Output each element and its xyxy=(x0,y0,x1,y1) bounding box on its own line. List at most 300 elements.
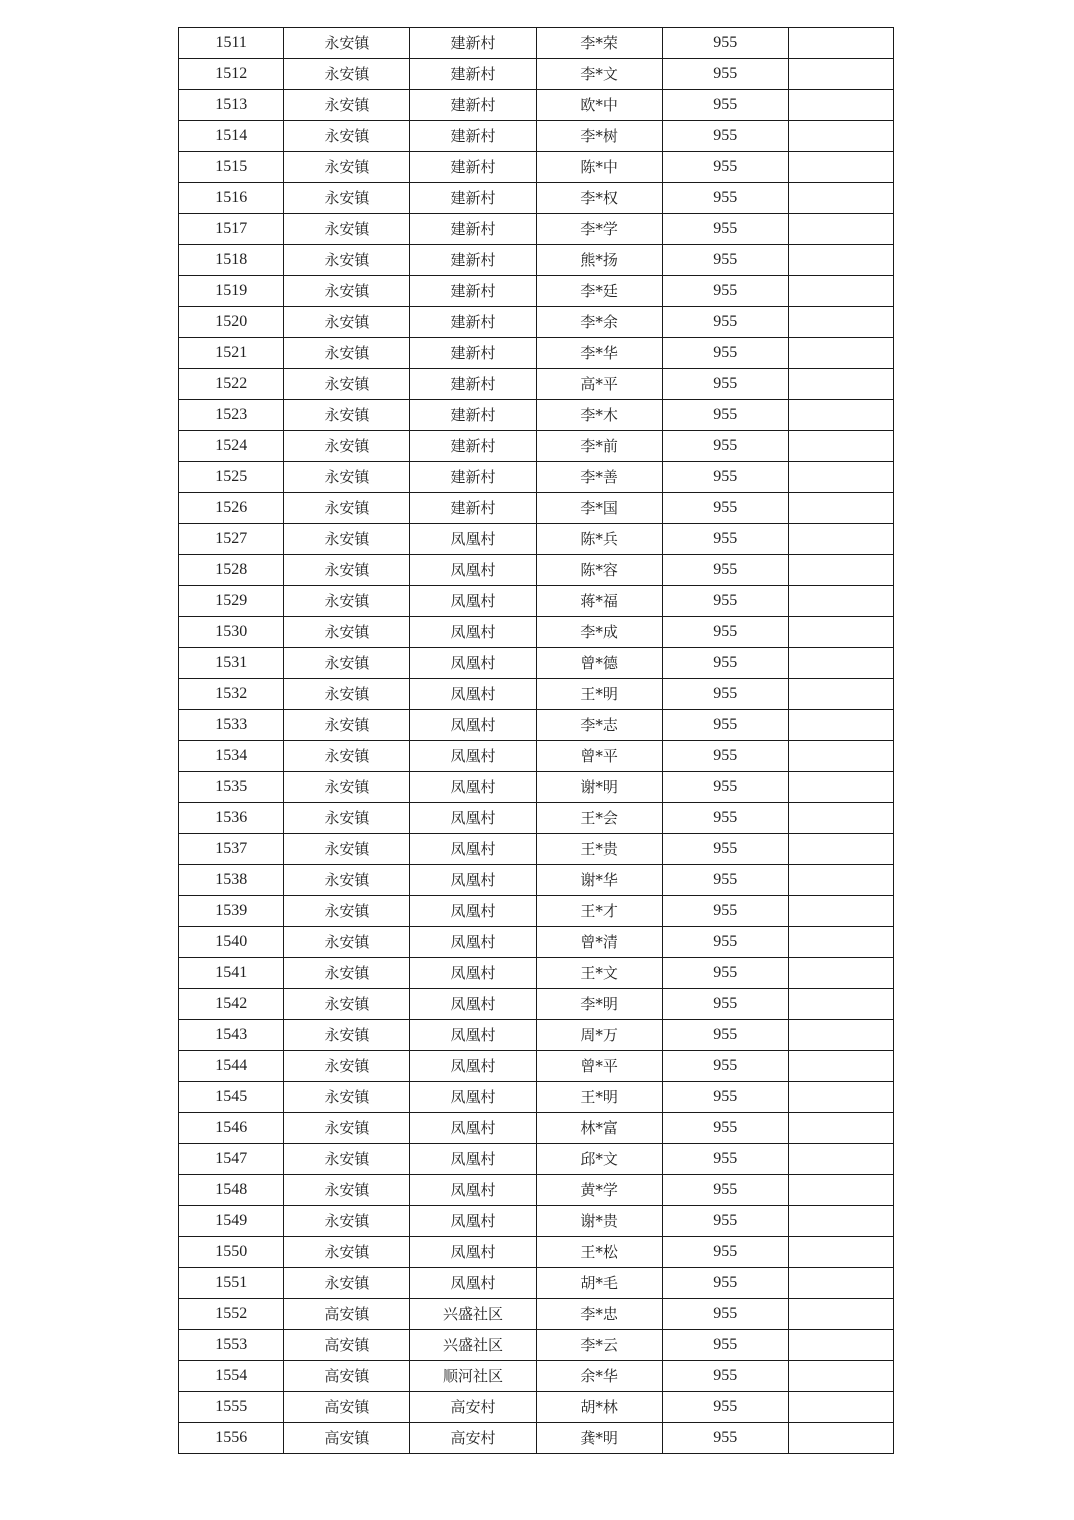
table-row xyxy=(179,1361,894,1392)
row-number-cell: 1542 xyxy=(179,989,284,1020)
row-number-cell: 1547 xyxy=(179,1144,284,1175)
village-cell: 建新村 xyxy=(410,214,536,245)
amount-cell: 955 xyxy=(662,679,788,710)
row-number-cell: 1512 xyxy=(179,59,284,90)
note-cell xyxy=(788,462,893,493)
village-cell: 凤凰村 xyxy=(410,617,536,648)
name-cell: 曾*德 xyxy=(536,648,662,679)
name-cell: 李*云 xyxy=(536,1330,662,1361)
amount-cell: 955 xyxy=(662,710,788,741)
note-cell xyxy=(788,1299,893,1330)
village-cell: 建新村 xyxy=(410,462,536,493)
amount-cell: 955 xyxy=(662,1330,788,1361)
row-number-cell: 1541 xyxy=(179,958,284,989)
row-number-cell: 1548 xyxy=(179,1175,284,1206)
village-cell: 建新村 xyxy=(410,493,536,524)
village-cell: 凤凰村 xyxy=(410,803,536,834)
village-cell: 凤凰村 xyxy=(410,1082,536,1113)
town-cell: 永安镇 xyxy=(284,772,410,803)
note-cell xyxy=(788,586,893,617)
name-cell: 曾*平 xyxy=(536,741,662,772)
table-row xyxy=(179,1423,894,1454)
amount-cell: 955 xyxy=(662,183,788,214)
name-cell: 谢*明 xyxy=(536,772,662,803)
row-number-cell: 1550 xyxy=(179,1237,284,1268)
note-cell xyxy=(788,1144,893,1175)
name-cell: 李*木 xyxy=(536,400,662,431)
name-cell: 王*会 xyxy=(536,803,662,834)
row-number-cell: 1527 xyxy=(179,524,284,555)
row-number-cell: 1526 xyxy=(179,493,284,524)
village-cell: 凤凰村 xyxy=(410,586,536,617)
amount-cell: 955 xyxy=(662,617,788,648)
name-cell: 李*志 xyxy=(536,710,662,741)
name-cell: 谢*华 xyxy=(536,865,662,896)
town-cell: 永安镇 xyxy=(284,245,410,276)
name-cell: 高*平 xyxy=(536,369,662,400)
row-number-cell: 1545 xyxy=(179,1082,284,1113)
note-cell xyxy=(788,1330,893,1361)
town-cell: 永安镇 xyxy=(284,710,410,741)
table-row xyxy=(179,1051,894,1082)
row-number-cell: 1534 xyxy=(179,741,284,772)
village-cell: 建新村 xyxy=(410,276,536,307)
name-cell: 陈*容 xyxy=(536,555,662,586)
village-cell: 兴盛社区 xyxy=(410,1330,536,1361)
note-cell xyxy=(788,493,893,524)
name-cell: 曾*清 xyxy=(536,927,662,958)
name-cell: 王*明 xyxy=(536,1082,662,1113)
table-row xyxy=(179,1144,894,1175)
row-number-cell: 1520 xyxy=(179,307,284,338)
note-cell xyxy=(788,183,893,214)
table-row xyxy=(179,772,894,803)
village-cell: 建新村 xyxy=(410,90,536,121)
row-number-cell: 1543 xyxy=(179,1020,284,1051)
note-cell xyxy=(788,28,893,59)
name-cell: 李*余 xyxy=(536,307,662,338)
amount-cell: 955 xyxy=(662,1206,788,1237)
town-cell: 永安镇 xyxy=(284,462,410,493)
town-cell: 高安镇 xyxy=(284,1361,410,1392)
name-cell: 李*前 xyxy=(536,431,662,462)
table-row xyxy=(179,1268,894,1299)
amount-cell: 955 xyxy=(662,648,788,679)
table-row xyxy=(179,524,894,555)
note-cell xyxy=(788,214,893,245)
village-cell: 凤凰村 xyxy=(410,896,536,927)
town-cell: 永安镇 xyxy=(284,214,410,245)
village-cell: 凤凰村 xyxy=(410,1020,536,1051)
village-cell: 凤凰村 xyxy=(410,1175,536,1206)
town-cell: 永安镇 xyxy=(284,989,410,1020)
table-row xyxy=(179,28,894,59)
town-cell: 永安镇 xyxy=(284,121,410,152)
table-row xyxy=(179,59,894,90)
note-cell xyxy=(788,307,893,338)
name-cell: 王*明 xyxy=(536,679,662,710)
table-row xyxy=(179,1330,894,1361)
table-row xyxy=(179,1299,894,1330)
note-cell xyxy=(788,1392,893,1423)
amount-cell: 955 xyxy=(662,276,788,307)
note-cell xyxy=(788,431,893,462)
row-number-cell: 1511 xyxy=(179,28,284,59)
amount-cell: 955 xyxy=(662,245,788,276)
amount-cell: 955 xyxy=(662,1361,788,1392)
amount-cell: 955 xyxy=(662,1175,788,1206)
table-row xyxy=(179,462,894,493)
table-row xyxy=(179,1206,894,1237)
note-cell xyxy=(788,896,893,927)
town-cell: 永安镇 xyxy=(284,648,410,679)
note-cell xyxy=(788,1423,893,1454)
village-cell: 凤凰村 xyxy=(410,1268,536,1299)
town-cell: 永安镇 xyxy=(284,958,410,989)
name-cell: 蒋*福 xyxy=(536,586,662,617)
name-cell: 李*忠 xyxy=(536,1299,662,1330)
town-cell: 永安镇 xyxy=(284,431,410,462)
amount-cell: 955 xyxy=(662,1392,788,1423)
name-cell: 黄*学 xyxy=(536,1175,662,1206)
amount-cell: 955 xyxy=(662,741,788,772)
name-cell: 李*荣 xyxy=(536,28,662,59)
village-cell: 建新村 xyxy=(410,245,536,276)
note-cell xyxy=(788,927,893,958)
town-cell: 永安镇 xyxy=(284,896,410,927)
row-number-cell: 1519 xyxy=(179,276,284,307)
amount-cell: 955 xyxy=(662,1020,788,1051)
amount-cell: 955 xyxy=(662,865,788,896)
roster-table xyxy=(178,27,894,1454)
town-cell: 永安镇 xyxy=(284,59,410,90)
amount-cell: 955 xyxy=(662,369,788,400)
name-cell: 林*富 xyxy=(536,1113,662,1144)
village-cell: 凤凰村 xyxy=(410,741,536,772)
table-row xyxy=(179,1082,894,1113)
town-cell: 永安镇 xyxy=(284,307,410,338)
town-cell: 永安镇 xyxy=(284,927,410,958)
name-cell: 李*明 xyxy=(536,989,662,1020)
table-row xyxy=(179,369,894,400)
name-cell: 王*才 xyxy=(536,896,662,927)
town-cell: 永安镇 xyxy=(284,617,410,648)
amount-cell: 955 xyxy=(662,927,788,958)
name-cell: 李*树 xyxy=(536,121,662,152)
table-row xyxy=(179,276,894,307)
amount-cell: 955 xyxy=(662,307,788,338)
note-cell xyxy=(788,1020,893,1051)
town-cell: 永安镇 xyxy=(284,741,410,772)
town-cell: 永安镇 xyxy=(284,493,410,524)
town-cell: 永安镇 xyxy=(284,90,410,121)
amount-cell: 955 xyxy=(662,1268,788,1299)
note-cell xyxy=(788,1268,893,1299)
row-number-cell: 1516 xyxy=(179,183,284,214)
table-row xyxy=(179,958,894,989)
amount-cell: 955 xyxy=(662,834,788,865)
amount-cell: 955 xyxy=(662,338,788,369)
amount-cell: 955 xyxy=(662,1423,788,1454)
amount-cell: 955 xyxy=(662,1144,788,1175)
table-row xyxy=(179,648,894,679)
name-cell: 李*成 xyxy=(536,617,662,648)
table-row xyxy=(179,865,894,896)
note-cell xyxy=(788,1237,893,1268)
row-number-cell: 1554 xyxy=(179,1361,284,1392)
table-row xyxy=(179,1113,894,1144)
table-row xyxy=(179,1020,894,1051)
town-cell: 永安镇 xyxy=(284,369,410,400)
note-cell xyxy=(788,555,893,586)
name-cell: 陈*中 xyxy=(536,152,662,183)
village-cell: 凤凰村 xyxy=(410,1113,536,1144)
name-cell: 曾*平 xyxy=(536,1051,662,1082)
note-cell xyxy=(788,679,893,710)
amount-cell: 955 xyxy=(662,803,788,834)
note-cell xyxy=(788,90,893,121)
town-cell: 永安镇 xyxy=(284,1175,410,1206)
town-cell: 永安镇 xyxy=(284,1051,410,1082)
table-row xyxy=(179,927,894,958)
town-cell: 永安镇 xyxy=(284,803,410,834)
village-cell: 凤凰村 xyxy=(410,555,536,586)
name-cell: 谢*贵 xyxy=(536,1206,662,1237)
note-cell xyxy=(788,338,893,369)
village-cell: 凤凰村 xyxy=(410,865,536,896)
name-cell: 胡*林 xyxy=(536,1392,662,1423)
village-cell: 凤凰村 xyxy=(410,989,536,1020)
note-cell xyxy=(788,648,893,679)
town-cell: 永安镇 xyxy=(284,524,410,555)
row-number-cell: 1523 xyxy=(179,400,284,431)
amount-cell: 955 xyxy=(662,462,788,493)
note-cell xyxy=(788,803,893,834)
amount-cell: 955 xyxy=(662,1237,788,1268)
name-cell: 李*学 xyxy=(536,214,662,245)
note-cell xyxy=(788,1361,893,1392)
table-row xyxy=(179,555,894,586)
village-cell: 高安村 xyxy=(410,1423,536,1454)
village-cell: 建新村 xyxy=(410,28,536,59)
village-cell: 建新村 xyxy=(410,121,536,152)
row-number-cell: 1517 xyxy=(179,214,284,245)
table-row xyxy=(179,152,894,183)
town-cell: 永安镇 xyxy=(284,183,410,214)
note-cell xyxy=(788,741,893,772)
name-cell: 李*国 xyxy=(536,493,662,524)
note-cell xyxy=(788,1175,893,1206)
row-number-cell: 1544 xyxy=(179,1051,284,1082)
amount-cell: 955 xyxy=(662,1051,788,1082)
amount-cell: 955 xyxy=(662,59,788,90)
name-cell: 余*华 xyxy=(536,1361,662,1392)
row-number-cell: 1518 xyxy=(179,245,284,276)
village-cell: 凤凰村 xyxy=(410,834,536,865)
amount-cell: 955 xyxy=(662,555,788,586)
table-row xyxy=(179,431,894,462)
name-cell: 龚*明 xyxy=(536,1423,662,1454)
note-cell xyxy=(788,276,893,307)
row-number-cell: 1553 xyxy=(179,1330,284,1361)
amount-cell: 955 xyxy=(662,1082,788,1113)
note-cell xyxy=(788,989,893,1020)
table-row xyxy=(179,307,894,338)
row-number-cell: 1525 xyxy=(179,462,284,493)
row-number-cell: 1552 xyxy=(179,1299,284,1330)
village-cell: 建新村 xyxy=(410,59,536,90)
table-row xyxy=(179,803,894,834)
table-row xyxy=(179,493,894,524)
town-cell: 永安镇 xyxy=(284,1144,410,1175)
amount-cell: 955 xyxy=(662,989,788,1020)
name-cell: 王*贵 xyxy=(536,834,662,865)
note-cell xyxy=(788,617,893,648)
table-row xyxy=(179,338,894,369)
amount-cell: 955 xyxy=(662,152,788,183)
village-cell: 凤凰村 xyxy=(410,772,536,803)
village-cell: 凤凰村 xyxy=(410,710,536,741)
roster-table-body xyxy=(179,28,894,1454)
amount-cell: 955 xyxy=(662,896,788,927)
name-cell: 王*松 xyxy=(536,1237,662,1268)
amount-cell: 955 xyxy=(662,772,788,803)
row-number-cell: 1515 xyxy=(179,152,284,183)
row-number-cell: 1522 xyxy=(179,369,284,400)
amount-cell: 955 xyxy=(662,1299,788,1330)
town-cell: 永安镇 xyxy=(284,1082,410,1113)
row-number-cell: 1532 xyxy=(179,679,284,710)
table-row xyxy=(179,896,894,927)
village-cell: 凤凰村 xyxy=(410,958,536,989)
town-cell: 高安镇 xyxy=(284,1299,410,1330)
name-cell: 周*万 xyxy=(536,1020,662,1051)
row-number-cell: 1521 xyxy=(179,338,284,369)
table-row xyxy=(179,400,894,431)
note-cell xyxy=(788,958,893,989)
town-cell: 永安镇 xyxy=(284,1237,410,1268)
town-cell: 永安镇 xyxy=(284,834,410,865)
row-number-cell: 1536 xyxy=(179,803,284,834)
table-row xyxy=(179,834,894,865)
name-cell: 李*文 xyxy=(536,59,662,90)
note-cell xyxy=(788,1113,893,1144)
town-cell: 永安镇 xyxy=(284,276,410,307)
name-cell: 邱*文 xyxy=(536,1144,662,1175)
note-cell xyxy=(788,865,893,896)
row-number-cell: 1538 xyxy=(179,865,284,896)
village-cell: 高安村 xyxy=(410,1392,536,1423)
note-cell xyxy=(788,369,893,400)
village-cell: 凤凰村 xyxy=(410,1051,536,1082)
amount-cell: 955 xyxy=(662,28,788,59)
town-cell: 高安镇 xyxy=(284,1392,410,1423)
note-cell xyxy=(788,834,893,865)
table-row xyxy=(179,617,894,648)
row-number-cell: 1524 xyxy=(179,431,284,462)
name-cell: 胡*毛 xyxy=(536,1268,662,1299)
amount-cell: 955 xyxy=(662,524,788,555)
village-cell: 建新村 xyxy=(410,369,536,400)
amount-cell: 955 xyxy=(662,90,788,121)
note-cell xyxy=(788,710,893,741)
row-number-cell: 1546 xyxy=(179,1113,284,1144)
row-number-cell: 1556 xyxy=(179,1423,284,1454)
row-number-cell: 1531 xyxy=(179,648,284,679)
amount-cell: 955 xyxy=(662,493,788,524)
row-number-cell: 1549 xyxy=(179,1206,284,1237)
table-row xyxy=(179,214,894,245)
village-cell: 建新村 xyxy=(410,338,536,369)
row-number-cell: 1535 xyxy=(179,772,284,803)
town-cell: 永安镇 xyxy=(284,1268,410,1299)
town-cell: 永安镇 xyxy=(284,28,410,59)
note-cell xyxy=(788,59,893,90)
town-cell: 高安镇 xyxy=(284,1423,410,1454)
town-cell: 永安镇 xyxy=(284,152,410,183)
note-cell xyxy=(788,245,893,276)
note-cell xyxy=(788,152,893,183)
village-cell: 顺河社区 xyxy=(410,1361,536,1392)
village-cell: 凤凰村 xyxy=(410,524,536,555)
village-cell: 建新村 xyxy=(410,431,536,462)
table-row xyxy=(179,245,894,276)
town-cell: 永安镇 xyxy=(284,1206,410,1237)
village-cell: 兴盛社区 xyxy=(410,1299,536,1330)
note-cell xyxy=(788,121,893,152)
village-cell: 建新村 xyxy=(410,307,536,338)
note-cell xyxy=(788,524,893,555)
name-cell: 陈*兵 xyxy=(536,524,662,555)
table-row xyxy=(179,121,894,152)
village-cell: 凤凰村 xyxy=(410,1206,536,1237)
row-number-cell: 1528 xyxy=(179,555,284,586)
village-cell: 建新村 xyxy=(410,400,536,431)
table-row xyxy=(179,183,894,214)
table-row xyxy=(179,710,894,741)
name-cell: 欧*中 xyxy=(536,90,662,121)
table-row xyxy=(179,90,894,121)
table-row xyxy=(179,1175,894,1206)
amount-cell: 955 xyxy=(662,400,788,431)
amount-cell: 955 xyxy=(662,214,788,245)
table-row xyxy=(179,1237,894,1268)
amount-cell: 955 xyxy=(662,431,788,462)
row-number-cell: 1529 xyxy=(179,586,284,617)
row-number-cell: 1555 xyxy=(179,1392,284,1423)
name-cell: 王*文 xyxy=(536,958,662,989)
village-cell: 凤凰村 xyxy=(410,648,536,679)
town-cell: 高安镇 xyxy=(284,1330,410,1361)
village-cell: 建新村 xyxy=(410,183,536,214)
table-row xyxy=(179,1392,894,1423)
town-cell: 永安镇 xyxy=(284,679,410,710)
table-row xyxy=(179,989,894,1020)
row-number-cell: 1539 xyxy=(179,896,284,927)
name-cell: 李*善 xyxy=(536,462,662,493)
name-cell: 李*廷 xyxy=(536,276,662,307)
amount-cell: 955 xyxy=(662,121,788,152)
town-cell: 永安镇 xyxy=(284,586,410,617)
note-cell xyxy=(788,1082,893,1113)
village-cell: 凤凰村 xyxy=(410,679,536,710)
note-cell xyxy=(788,772,893,803)
note-cell xyxy=(788,400,893,431)
amount-cell: 955 xyxy=(662,1113,788,1144)
table-row xyxy=(179,586,894,617)
row-number-cell: 1533 xyxy=(179,710,284,741)
name-cell: 李*华 xyxy=(536,338,662,369)
